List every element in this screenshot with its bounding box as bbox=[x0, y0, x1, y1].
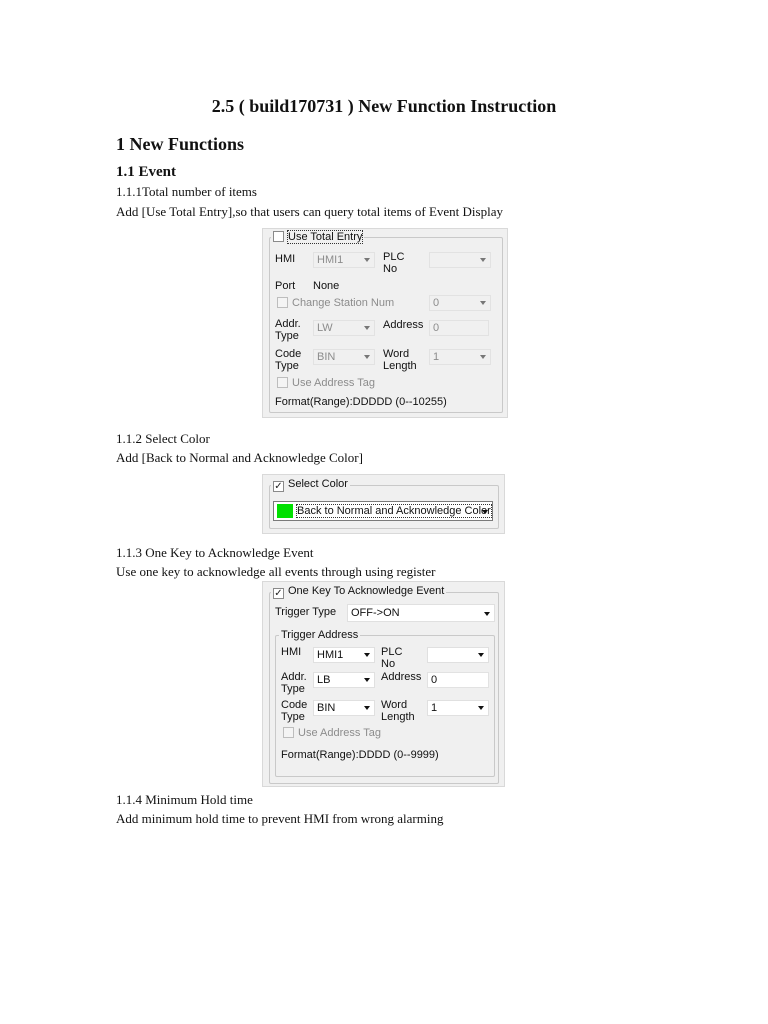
address-input[interactable]: 0 bbox=[427, 672, 489, 688]
port-label: Port bbox=[275, 280, 296, 292]
subsection-desc-select-color: Add [Back to Normal and Acknowledge Color] bbox=[116, 450, 363, 465]
addr-type-label: Addr. Type bbox=[281, 671, 307, 695]
use-total-entry-legend[interactable] bbox=[271, 231, 364, 243]
addr-type-dropdown[interactable] bbox=[313, 320, 375, 336]
use-address-tag-checkbox[interactable]: Use Address Tag bbox=[277, 377, 375, 389]
change-station-checkbox[interactable]: Change Station Num bbox=[277, 297, 394, 309]
code-type-value: BIN bbox=[317, 702, 336, 714]
plc-no-label: PLC No bbox=[383, 251, 405, 275]
checkbox-icon[interactable]: ✓ bbox=[274, 588, 283, 599]
code-type-label: Code Type bbox=[275, 348, 302, 372]
hmi-value: HMI1 bbox=[317, 254, 344, 266]
chevron-down-icon bbox=[478, 653, 484, 657]
chevron-down-icon bbox=[484, 612, 490, 616]
checkbox-icon bbox=[277, 297, 288, 308]
addr-type-value: LW bbox=[317, 322, 333, 334]
use-total-entry-label: Use Total Entry bbox=[288, 231, 363, 243]
section-heading-event: 1.1 Event bbox=[116, 164, 176, 180]
chevron-down-icon bbox=[364, 706, 370, 710]
color-dropdown-value: Back to Normal and Acknowledge Color bbox=[297, 505, 491, 517]
code-type-dropdown[interactable] bbox=[313, 700, 375, 716]
checkbox-icon[interactable] bbox=[273, 231, 284, 242]
hmi-value: HMI1 bbox=[317, 649, 344, 661]
subsection-desc-one-key: Use one key to acknowledge all events through using register bbox=[116, 564, 436, 579]
word-length-label: Word Length bbox=[383, 348, 417, 372]
code-type-value: BIN bbox=[317, 351, 336, 363]
format-range-text: Format(Range):DDDDD (0--10255) bbox=[275, 396, 447, 408]
address-label: Address bbox=[381, 671, 422, 683]
change-station-value: 0 bbox=[433, 297, 440, 309]
subsection-title-one-key: 1.1.3 One Key to Acknowledge Event bbox=[116, 545, 314, 560]
color-swatch bbox=[277, 504, 293, 518]
chevron-down-icon bbox=[482, 510, 488, 514]
chevron-down-icon bbox=[480, 258, 486, 262]
word-length-dropdown[interactable] bbox=[429, 349, 491, 365]
format-range-text: Format(Range):DDDD (0--9999) bbox=[281, 749, 439, 761]
subsection-desc-total-items: Add [Use Total Entry],so that users can query total items of Event Display bbox=[116, 204, 503, 219]
address-label: Address bbox=[383, 319, 424, 331]
chevron-down-icon bbox=[480, 355, 486, 359]
word-length-label: Word Length bbox=[381, 699, 415, 723]
subsection-title-min-hold: 1.1.4 Minimum Hold time bbox=[116, 792, 253, 807]
chevron-down-icon bbox=[364, 678, 370, 682]
code-type-label: Code Type bbox=[281, 699, 308, 723]
color-dropdown[interactable] bbox=[273, 501, 493, 521]
addr-type-label: Addr. Type bbox=[275, 318, 301, 342]
subsection-title-total-items: 1.1.1Total number of items bbox=[116, 184, 257, 199]
use-address-tag-checkbox[interactable]: Use Address Tag bbox=[283, 727, 381, 739]
subsection-desc-min-hold: Add minimum hold time to prevent HMI from wrong alarming bbox=[116, 811, 444, 826]
plc-no-dropdown[interactable] bbox=[429, 252, 491, 268]
chevron-down-icon bbox=[480, 301, 486, 305]
select-color-label: Select Color bbox=[288, 478, 348, 490]
chevron-down-icon bbox=[478, 706, 484, 710]
hmi-dropdown[interactable] bbox=[313, 252, 375, 268]
section-heading-new-functions: 1 New Functions bbox=[116, 134, 245, 154]
trigger-type-value: OFF->ON bbox=[351, 607, 400, 619]
chevron-down-icon bbox=[364, 326, 370, 330]
plc-no-label: PLC No bbox=[381, 646, 403, 670]
chevron-down-icon bbox=[364, 258, 370, 262]
code-type-dropdown[interactable] bbox=[313, 349, 375, 365]
use-total-entry-dialog bbox=[262, 228, 508, 418]
one-key-acknowledge-label: One Key To Acknowledge Event bbox=[288, 585, 445, 597]
document-title: 2.5 ( build170731 ) New Function Instruction bbox=[211, 96, 557, 116]
one-key-acknowledge-dialog bbox=[262, 581, 505, 787]
word-length-value: 1 bbox=[433, 351, 440, 363]
port-value: None bbox=[313, 280, 340, 292]
one-key-acknowledge-legend[interactable] bbox=[271, 585, 446, 599]
hmi-label: HMI bbox=[281, 646, 302, 658]
trigger-type-label: Trigger Type bbox=[275, 606, 337, 618]
trigger-address-legend: Trigger Address bbox=[281, 629, 359, 641]
chevron-down-icon bbox=[364, 355, 370, 359]
checkbox-icon bbox=[283, 727, 294, 738]
change-station-dropdown[interactable] bbox=[429, 295, 491, 311]
hmi-dropdown[interactable] bbox=[313, 647, 375, 663]
subsection-title-select-color: 1.1.2 Select Color bbox=[116, 431, 210, 446]
hmi-label: HMI bbox=[275, 253, 296, 265]
chevron-down-icon bbox=[364, 653, 370, 657]
word-length-value: 1 bbox=[431, 702, 438, 714]
plc-no-dropdown[interactable] bbox=[427, 647, 489, 663]
trigger-type-dropdown[interactable] bbox=[347, 604, 495, 622]
address-input[interactable]: 0 bbox=[429, 320, 489, 336]
select-color-legend[interactable] bbox=[271, 478, 350, 492]
checkbox-icon[interactable]: ✓ bbox=[274, 481, 283, 492]
addr-type-dropdown[interactable] bbox=[313, 672, 375, 688]
word-length-dropdown[interactable] bbox=[427, 700, 489, 716]
checkbox-icon bbox=[277, 377, 288, 388]
addr-type-value: LB bbox=[317, 674, 331, 686]
select-color-dialog bbox=[262, 474, 505, 534]
